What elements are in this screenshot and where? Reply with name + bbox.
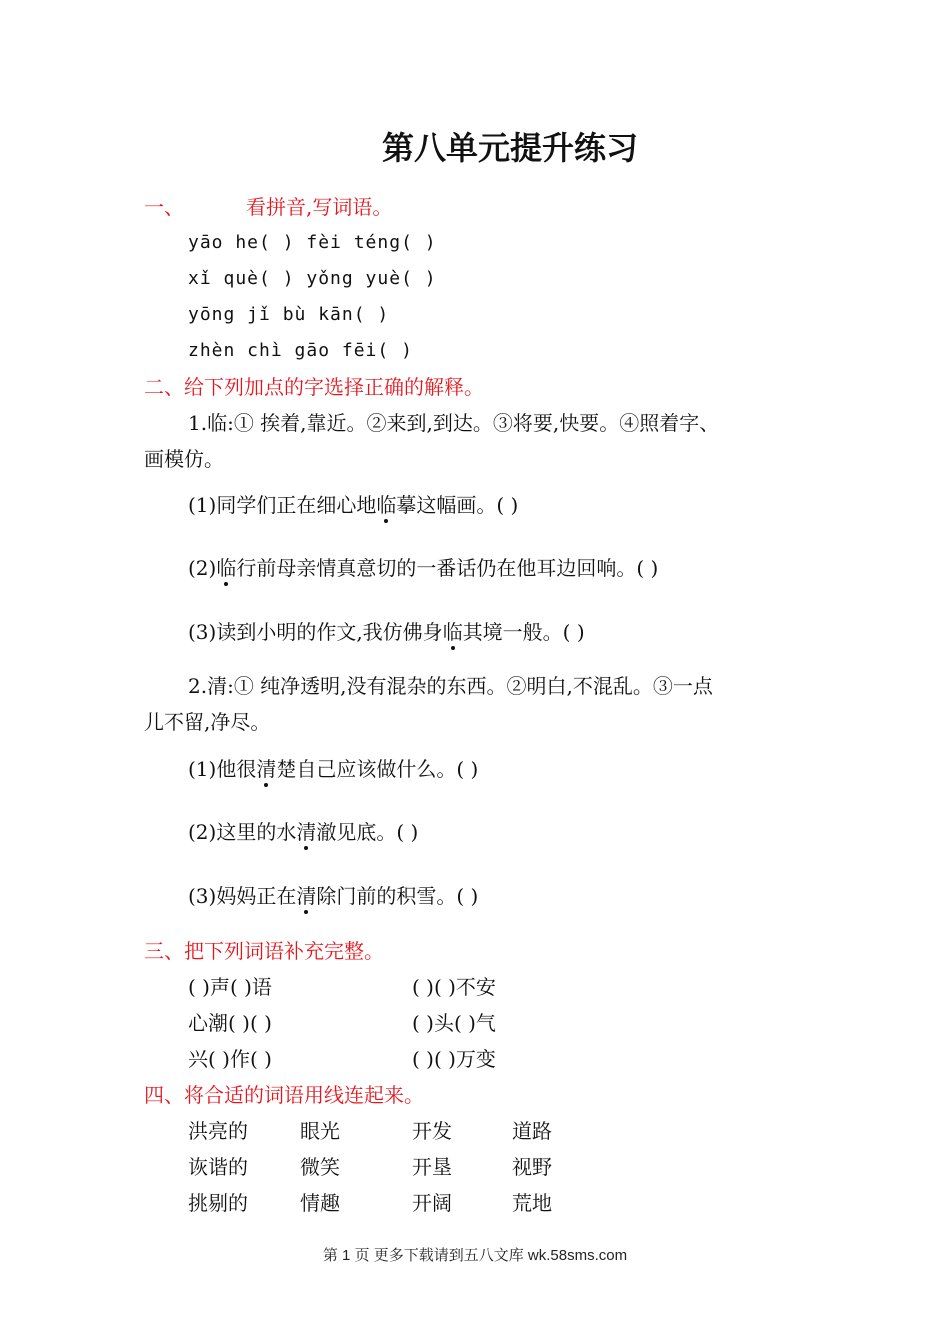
match-word: 眼光 bbox=[300, 1119, 340, 1143]
match-word: 开阔 bbox=[412, 1191, 452, 1215]
fill-blank-phrase: 心潮( )( ) bbox=[188, 1011, 272, 1035]
dotted-character: 清 bbox=[296, 820, 317, 844]
question-text: 行前母亲情真意切的一番话仍在他耳边回响。( ) bbox=[236, 556, 659, 580]
question-text: 摹这幅画。( ) bbox=[396, 493, 519, 517]
match-word: 开垦 bbox=[412, 1155, 452, 1179]
match-word: 挑剔的 bbox=[188, 1191, 248, 1215]
match-word: 诙谐的 bbox=[188, 1155, 248, 1179]
section-2-heading: 二、给下列加点的字选择正确的解释。 bbox=[144, 375, 484, 399]
question-text: (2) bbox=[188, 556, 217, 580]
dotted-character: 临 bbox=[376, 493, 397, 517]
section-1-number: 一、 bbox=[144, 195, 184, 219]
question-text: 澈见底。( ) bbox=[316, 820, 419, 844]
dotted-character: 临 bbox=[442, 620, 463, 644]
definition-line: 1.临:① 挨着,靠近。②来到,到达。③将要,快要。④照着字、 bbox=[188, 411, 720, 435]
fill-blank-phrase: ( )头( )气 bbox=[412, 1011, 496, 1035]
pinyin-line: yōng jǐ bù kān( ) bbox=[188, 304, 390, 325]
question-text: (1)同学们正在细心地 bbox=[188, 493, 377, 517]
page-footer: 第 1 页 更多下载请到五八文库 wk.58sms.com bbox=[322, 1247, 628, 1264]
pinyin-line: yāo he( ) fèi téng( ) bbox=[188, 232, 437, 253]
question-text: (1)他很 bbox=[188, 757, 257, 781]
question-text: (2)这里的水 bbox=[188, 820, 297, 844]
question-text: 除门前的积雪。( ) bbox=[316, 884, 479, 908]
definition-line: 儿不留,净尽。 bbox=[144, 710, 271, 734]
question-text: 其境一般。( ) bbox=[462, 620, 585, 644]
match-word: 开发 bbox=[412, 1119, 452, 1143]
question-item bbox=[188, 555, 658, 581]
dotted-character: 清 bbox=[256, 757, 277, 781]
question-item bbox=[188, 492, 518, 518]
match-word: 道路 bbox=[512, 1119, 552, 1143]
dotted-character: 临 bbox=[216, 556, 237, 580]
question-item bbox=[188, 619, 585, 645]
match-word: 洪亮的 bbox=[188, 1119, 248, 1143]
match-word: 情趣 bbox=[300, 1191, 340, 1215]
fill-blank-phrase: 兴( )作( ) bbox=[188, 1047, 272, 1071]
definition-line: 画模仿。 bbox=[144, 447, 224, 471]
definition-line: 2.清:① 纯净透明,没有混杂的东西。②明白,不混乱。③一点 bbox=[188, 674, 713, 698]
question-text: (3)读到小明的作文,我仿佛身 bbox=[188, 620, 443, 644]
section-4-heading: 四、将合适的词语用线连起来。 bbox=[144, 1083, 424, 1107]
match-word: 荒地 bbox=[512, 1191, 552, 1215]
section-3-heading: 三、把下列词语补充完整。 bbox=[144, 939, 384, 963]
match-word: 视野 bbox=[512, 1155, 552, 1179]
pinyin-line: zhèn chì gāo fēi( ) bbox=[188, 340, 413, 361]
question-item bbox=[188, 819, 418, 845]
page-title: 第八单元提升练习 bbox=[381, 129, 638, 167]
question-text: (3)妈妈正在 bbox=[188, 884, 297, 908]
fill-blank-phrase: ( )声( )语 bbox=[188, 975, 272, 999]
match-word: 微笑 bbox=[300, 1155, 340, 1179]
fill-blank-phrase: ( )( )不安 bbox=[412, 975, 496, 999]
question-item bbox=[188, 883, 478, 909]
section-1-heading: 看拼音,写词语。 bbox=[246, 195, 393, 219]
pinyin-line: xǐ què( ) yǒng yuè( ) bbox=[188, 268, 437, 289]
question-item bbox=[188, 756, 478, 782]
fill-blank-phrase: ( )( )万变 bbox=[412, 1047, 496, 1071]
dotted-character: 清 bbox=[296, 884, 317, 908]
question-text: 楚自己应该做什么。( ) bbox=[276, 757, 479, 781]
